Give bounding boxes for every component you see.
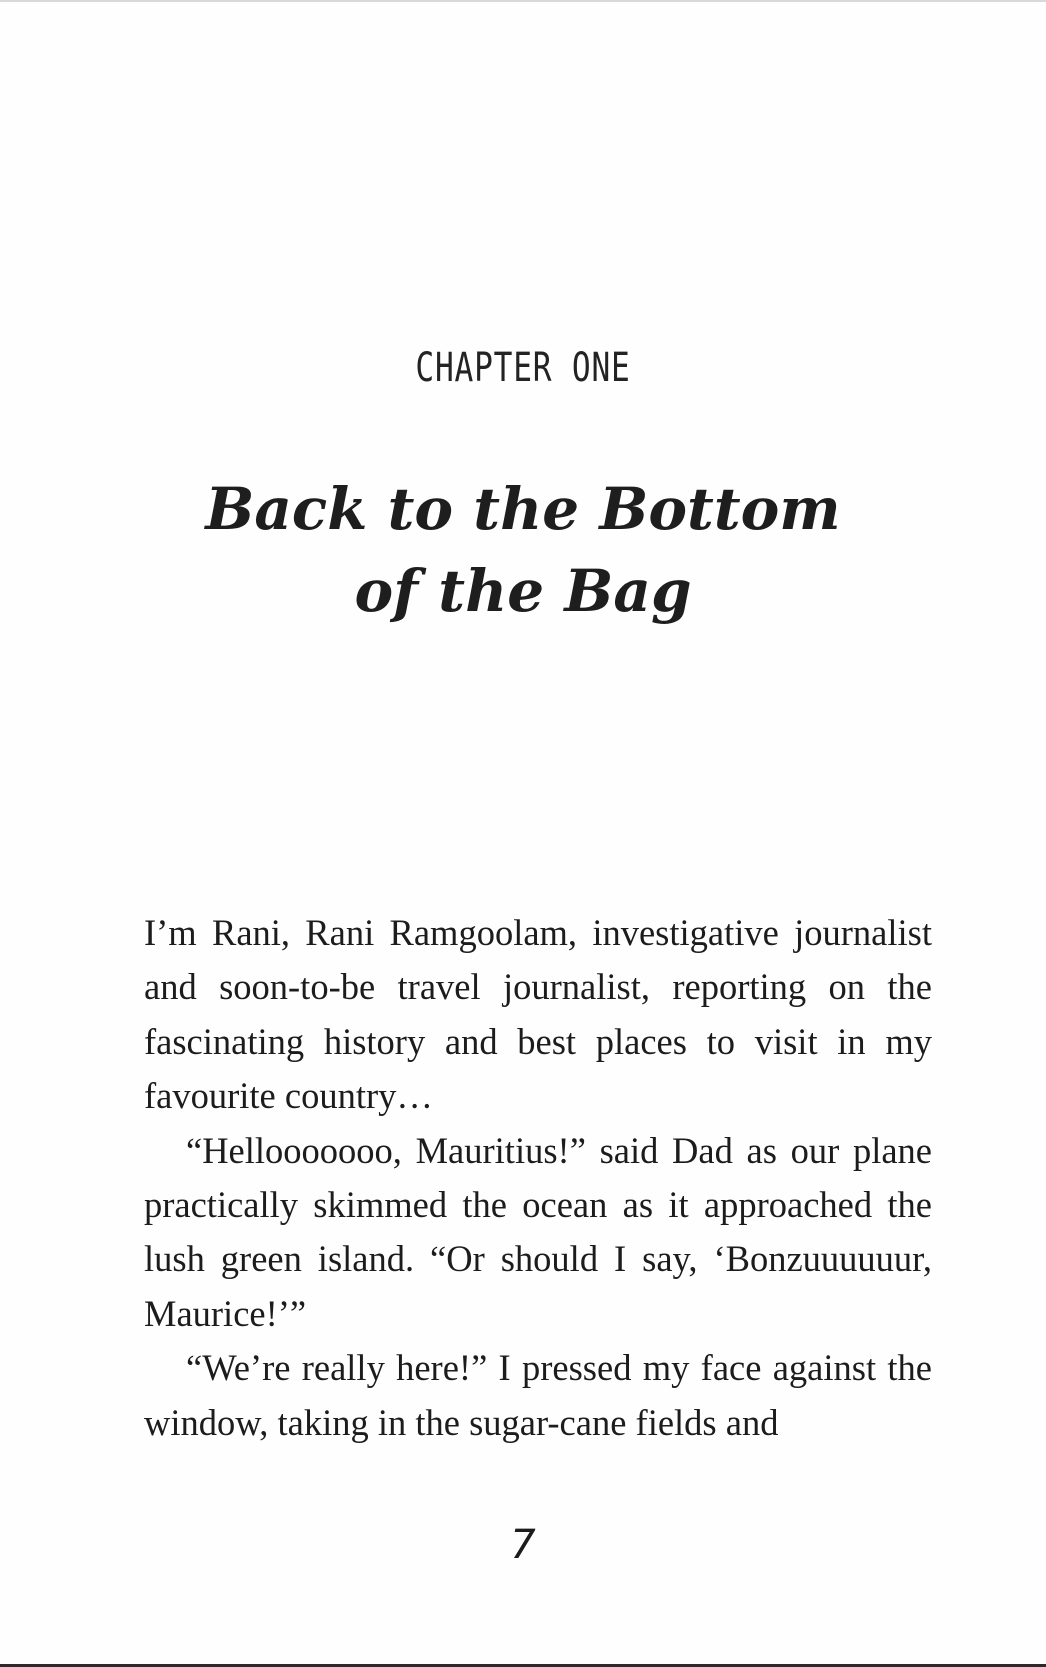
paragraph-1: I’m Rani, Rani Ramgoolam, investigative journalist and soon-to-be travel journalist, reporting on the fascinating history and best places to visit in my favourite country… [144, 912, 932, 1117]
page-top-edge [0, 0, 1046, 2]
chapter-title-line-2: of the Bag [354, 557, 692, 625]
chapter-label: CHAPTER ONE [415, 345, 631, 391]
paragraph-3: “We’re really here!” I pressed my face against the window, taking in the sugar-cane fields and [144, 1347, 932, 1443]
paragraph-2: “Hellooooooo, Mauritius!” said Dad as our plane practically skimmed the ocean as it approached the lush green island. “Or should I say, ‘Bonzuuuuuur, Maurice!’” [144, 1129, 932, 1334]
chapter-title [0, 468, 1046, 632]
page-number: 7 [510, 1522, 536, 1568]
chapter-title-line-1: Back to the Bottom [205, 475, 841, 543]
chapter-body [144, 906, 932, 1450]
